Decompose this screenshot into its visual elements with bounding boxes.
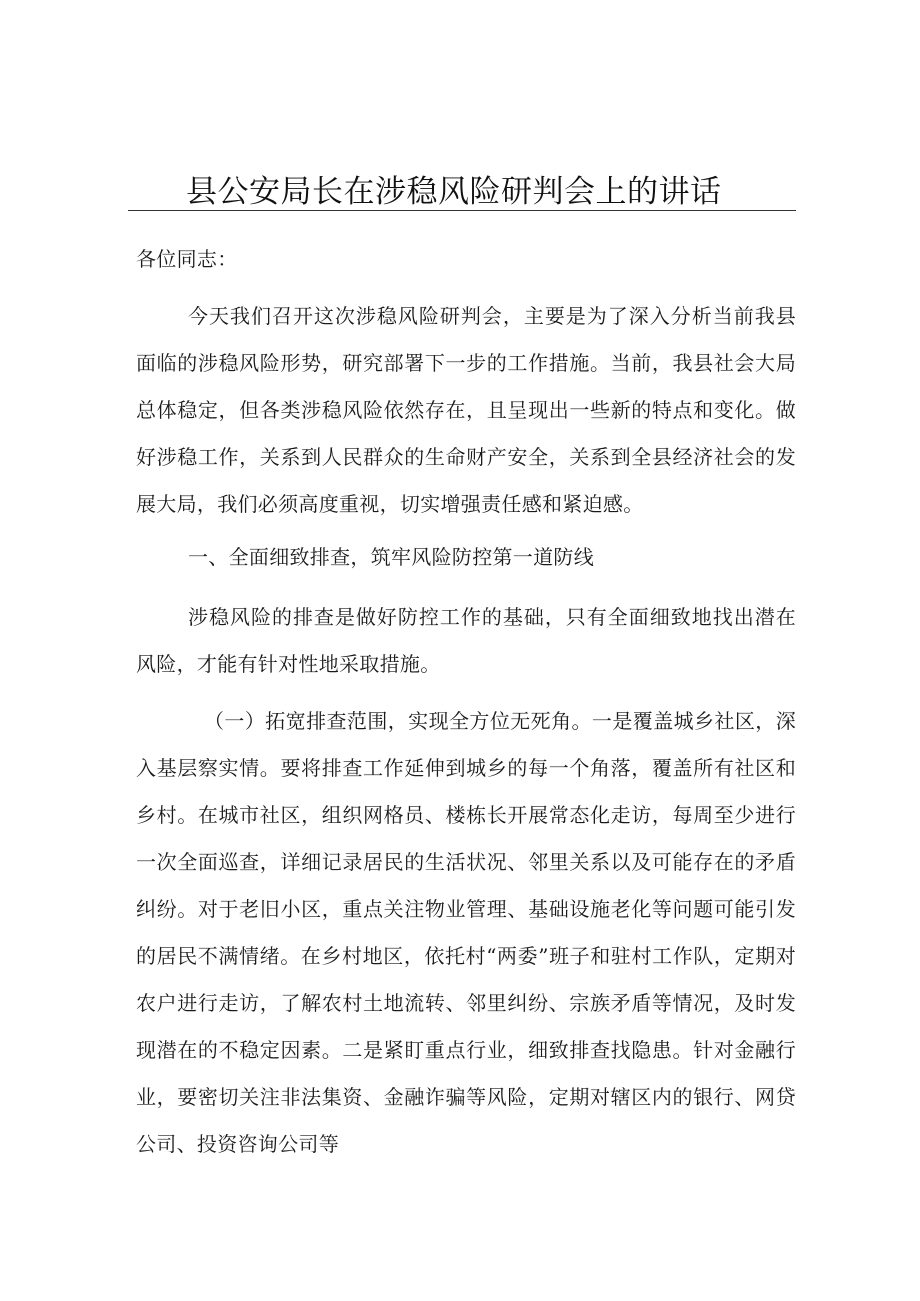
title-underline [128, 210, 796, 211]
document-title: 县公安局长在涉稳风险研判会上的讲话 [186, 174, 722, 210]
paragraph-subsection-1: （一）拓宽排查范围，实现全方位无死角。一是覆盖城乡社区，深入基层察实情。要将排查工作延伸到城乡的每一个角落，覆盖所有社区和乡村。在城市社区，组织网格员、楼栋长开展常态化走访，每周至少进行一次全面巡查，详细记录居民的生活状况、邻里关系以及可能存在的矛盾纠纷。对于老旧小区，重点关注物业管理、基础设施老化等问题可能引发的居民不满情绪。在乡村地区，依托村“两委”班子和驻村工作队，定期对农户进行走访，了解农村土地流转、邻里纠纷、宗族矛盾等情况，及时发现潜在的不稳定因素。二是紧盯重点行业，细致排查找隐患。针对金融行业，要密切关注非法集资、金融诈骗等风险，定期对辖区内的银行、网贷公司、投资咨询公司等 [136, 709, 796, 1156]
salutation: 各位同志： [136, 247, 238, 271]
paragraph-intro: 今天我们召开这次涉稳风险研判会，主要是为了深入分析当前我县面临的涉稳风险形势，研究部署下一步的工作措施。当前，我县社会大局总体稳定，但各类涉稳风险依然存在，且呈现出一些新的特点和变化。做好涉稳工作，关系到人民群众的生命财产安全，关系到全县经济社会的发展大局，我们必须高度重视，切实增强责任感和紧迫感。 [136, 304, 796, 516]
paragraph-section-1-intro: 涉稳风险的排查是做好防控工作的基础，只有全面细致地找出潜在风险，才能有针对性地采取措施。 [136, 605, 796, 676]
section-heading-1: 一、全面细致排查，筑牢风险防控第一道防线 [188, 545, 594, 569]
